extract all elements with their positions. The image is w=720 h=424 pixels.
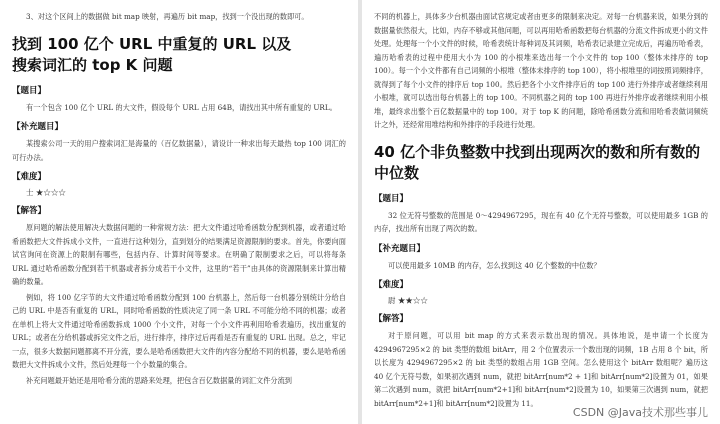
- answer-paragraph-1: 原问题的解法使用解决大数据问题的一种常规方法：把大文件通过哈希函数分配到机器，或者通过哈希函数把大文件拆成小文件，一直进行这种划分，直到划分的结果满足资源限制的要求。首先，你要向面试官询问在资源上的限制有哪些，包括内存、计算时间等要求。在明确了限制要求之后，可以将每条 URL 通过哈希函数分配到若干机器或者拆分成若干小文件，这里的“若干”由具体的资源限制来计算出精确的数量。: [12, 223, 346, 286]
- answer-paragraph-3: 补充问题最开始还是用哈希分流的思路来处理，把包含百亿数据量的词汇文件分流到: [26, 375, 292, 385]
- question-text: 有一个包含 100 亿个 URL 的大文件，假设每个 URL 占用 64B，请找出其中所有重复的 URL。: [26, 102, 337, 112]
- section-title-line1: 找到 100 亿个 URL 中重复的 URL 以及: [12, 34, 292, 53]
- difficulty-label: 【难度】: [374, 280, 409, 290]
- section-title-median: 40 亿个非负整数中找到出现两次的数和所有数的中位数: [374, 142, 701, 182]
- difficulty-label: 【难度】: [12, 172, 47, 182]
- section-title-url: [12, 34, 346, 76]
- answer-label: 【解答】: [374, 314, 409, 324]
- difficulty-rating: 士 ★☆☆☆: [26, 188, 66, 197]
- intro-paragraph: 3、对这个区间上的数据做 bit map 映射，再遍历 bit map，找到一个没出现的数即可。: [26, 12, 309, 21]
- answer-paragraph-2: 例如，将 100 亿字节的大文件通过哈希函数分配到 100 台机器上，然后每一台机器分别统计分给自己的 URL 中是否有重复的 URL，同时哈希函数的性质决定了同一条 URL 不可能分给不同的机器；或者在单机上将大文件通过哈希函数拆成 1000 个小文件，对每一个小文件再利用哈希表遍历，找出重复的 URL；或者在分给机器或拆完文件之后，进行排序，排序过后再看是否有重复的 URL 出现。总之，牢记一点，很多大数据问题都离不开分流，要么是哈希函数把大文件的内容分配给不同的机器，要么是哈希函数把大文件拆成小文件，然后处理每一个小数量的集合。: [12, 292, 346, 369]
- left-page: [0, 0, 358, 424]
- answer-paragraph-1: 对于原问题，可以用 bit map 的方式来表示数出现的情况。具体地说，是申请一个长度为 4294967295×2 的 bit 类型的数组 bitArr，用 2 个位置表示一个数出现的词频，1B 占用 8 个 bit，所以长度为 4294967295×2 的 bit 类型的数组占用 1GB 空间。怎么使用这个 bitArr 数组呢？遍历这 40 亿个无符号数，如果初次遇到 num，就把 bitArr[num*2 + 1]和 bitArr[num*2]设置为 01，如果第二次遇到 num，就把 bitArr[num*2+1]和 bitArr[num*2]设置为 10，如果第三次遇到 num，就把 bitArr[num*2+1]和 bitArr[num*2]设置为 11。: [374, 331, 708, 408]
- question-label: 【题目】: [374, 193, 409, 204]
- supplement-text: 可以使用最多 10MB 的内存，怎么找到这 40 亿个整数的中位数？: [388, 260, 601, 270]
- continued-paragraph: 不同的机器上，具体多少台机器由面试官规定或者由更多的限制来决定。对每一台机器来说，如果分到的数据量依然很大，比如，内存不够或其他问题，可以再用哈希函数把每台机器的分流文件拆成更小的文件处理。处理每一个小文件的时候，哈希表统计每种词及其词频，哈希表记录建立完成后，再遍历哈希表，遍历哈希表的过程中使用大小为 100 的小根堆来选出每一个小文件的 top 100（整体未排序的 top 100）。每一个小文件都有自己词频的小根堆（整体未排序的 top 100），将小根堆里的词按照词频排序，就得到了每个小文件的排序后 top 100。然后把各个小文件排序后的 top 100 进行外排序或者继续利用小根堆，就可以选出每台机器上的 top 100。不同机器之间的 top 100 再进行外排序或者继续利用小根堆，最终求出整个百亿数据量中的 top 100。对于 top K 的问题，除哈希函数分流和用哈希表做词频统计之外，还经常用堆结构和外排序的手段进行处理。: [374, 12, 708, 129]
- section-title-line2: 搜索词汇的 top K 问题: [12, 55, 173, 74]
- question-text: 32 位无符号整数的范围是 0～4294967295，现在有 40 亿个无符号整数，可以使用最多 1GB 的内存，找出所有出现了两次的数。: [374, 210, 708, 233]
- supplement-label: 【补充题目】: [12, 122, 64, 132]
- supplement-text: 某搜索公司一天的用户搜索词汇是海量的（百亿数据量），请设计一种求出每天最热 top 100 词汇的可行办法。: [12, 139, 346, 162]
- answer-label: 【解答】: [12, 206, 47, 216]
- supplement-label: 【补充题目】: [374, 243, 426, 254]
- difficulty-rating: 尉 ★★☆☆: [388, 296, 428, 305]
- csdn-watermark: CSDN @Java技术那些事儿: [572, 406, 708, 419]
- right-page: [362, 0, 720, 424]
- question-label: 【题目】: [12, 85, 47, 96]
